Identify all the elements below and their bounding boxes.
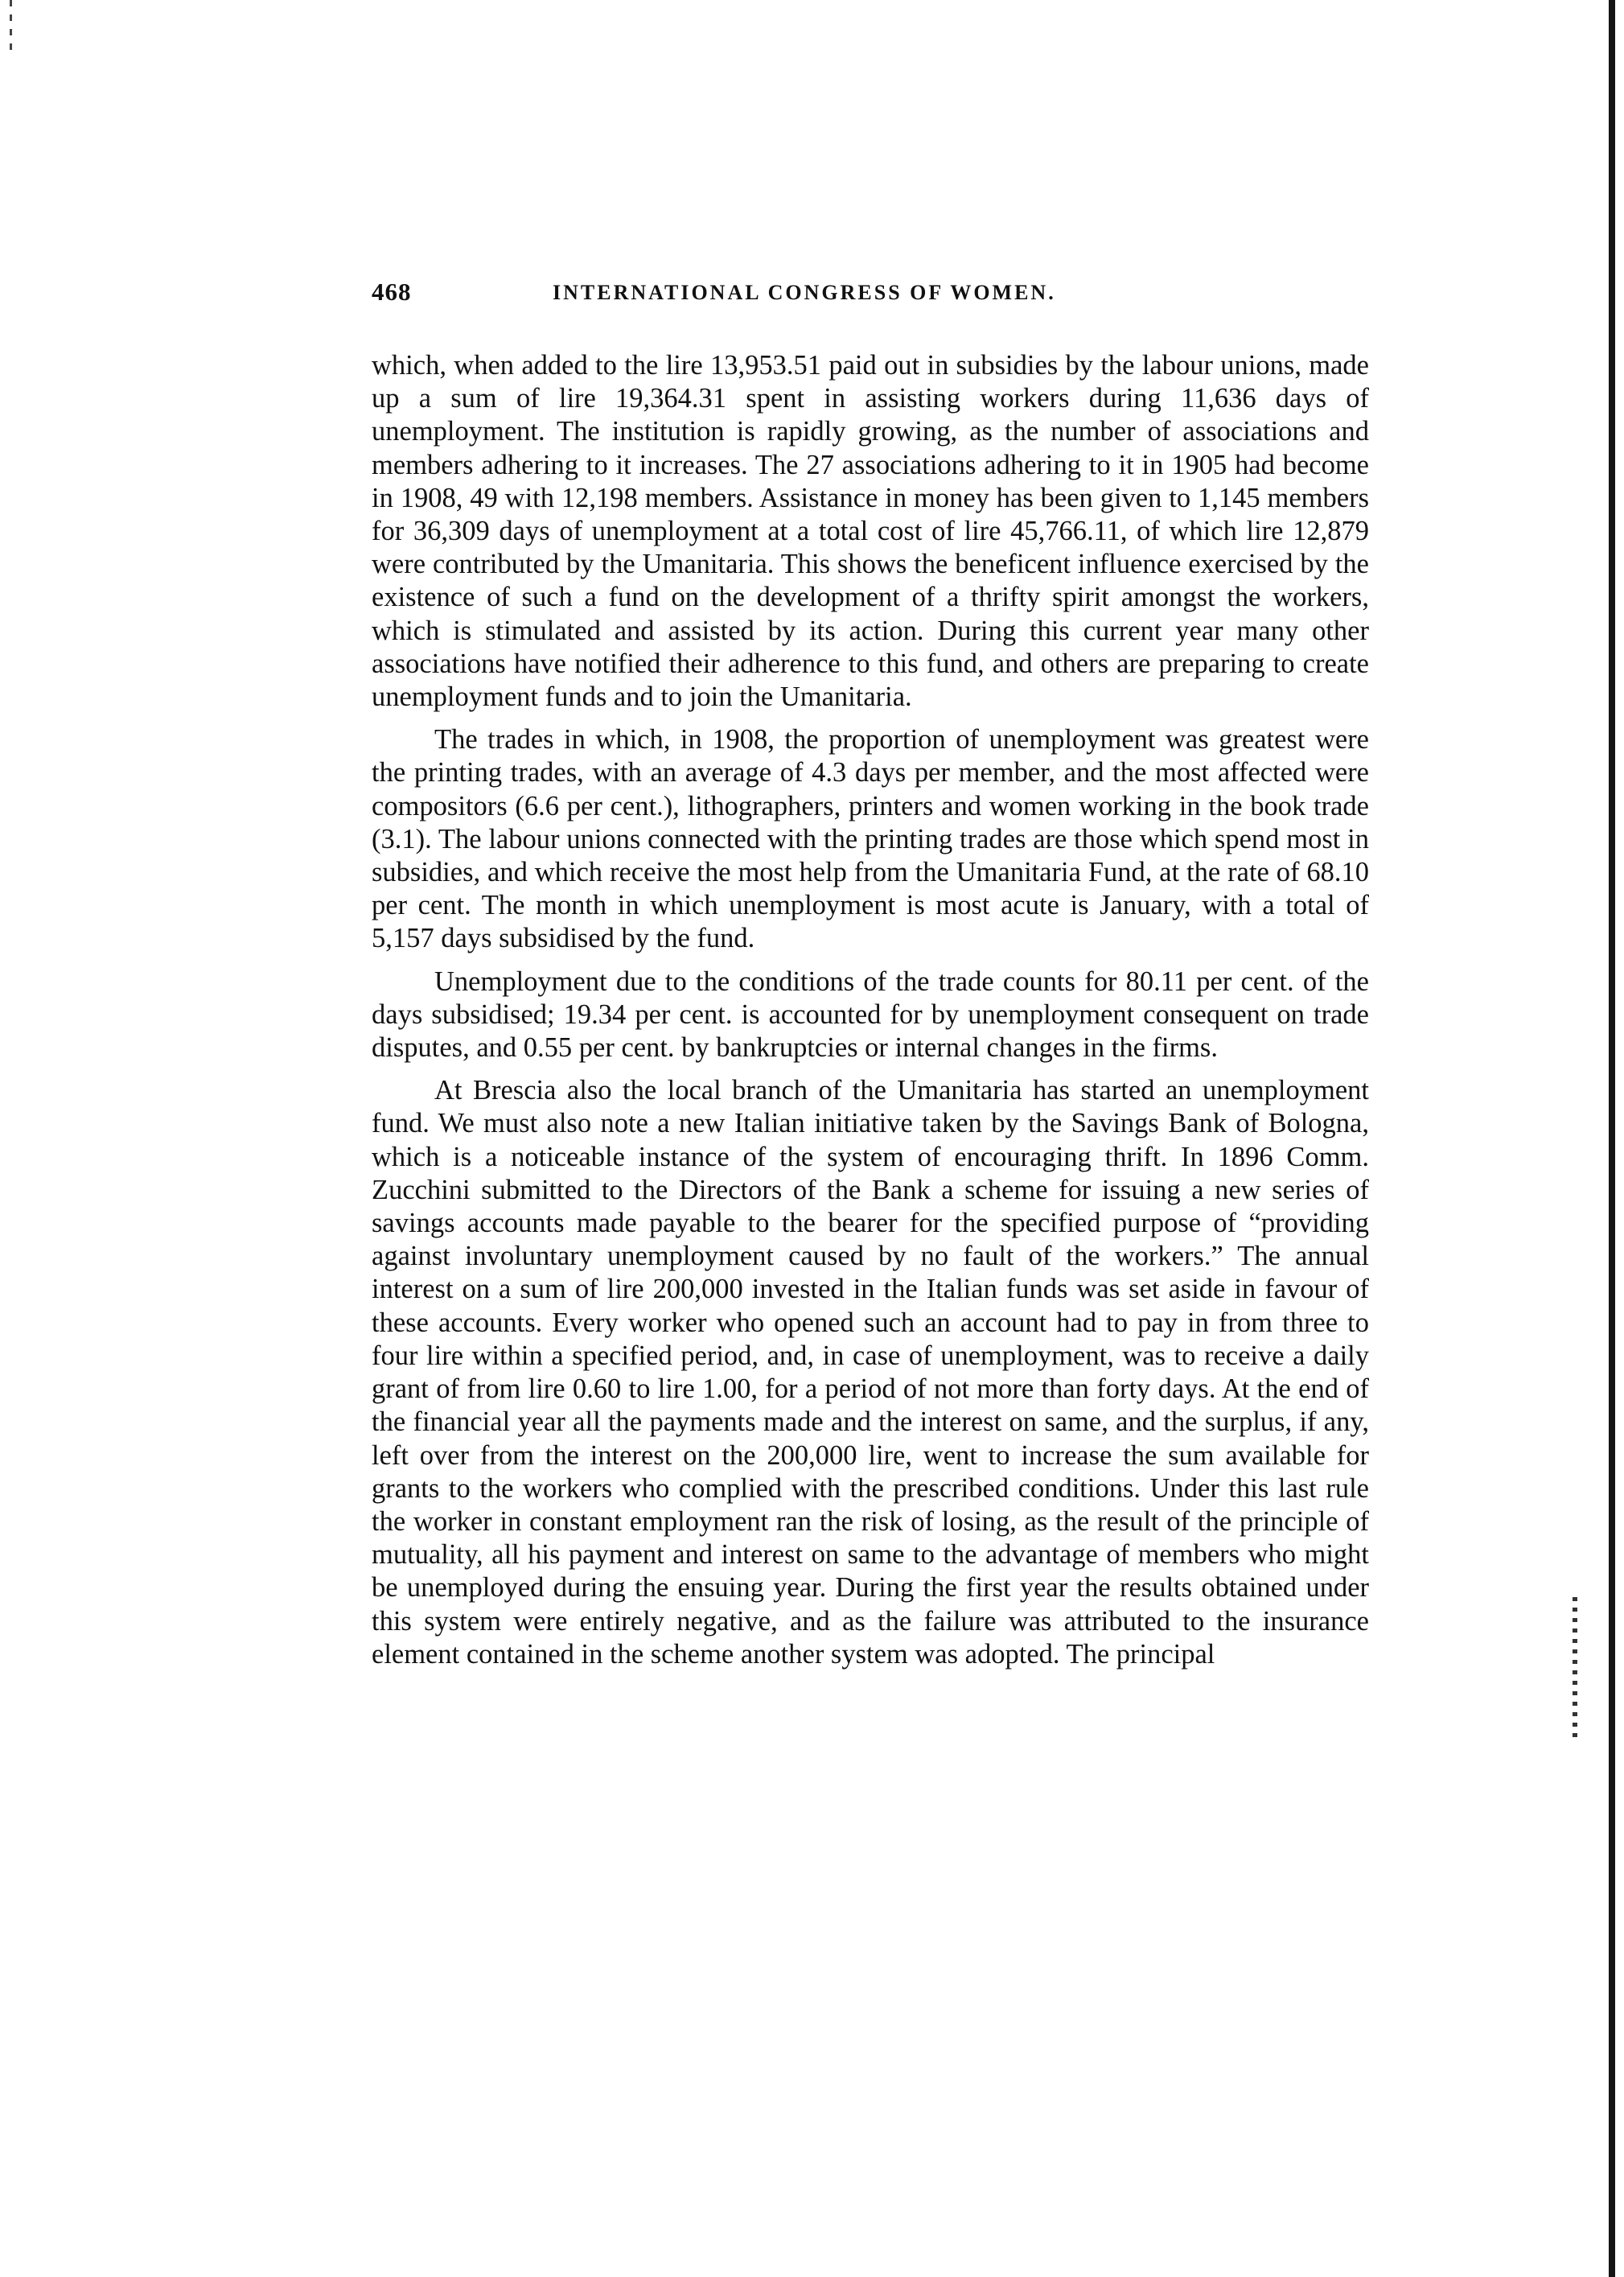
page-number: 468: [372, 278, 412, 306]
scan-edge-marks: [10, 0, 12, 56]
scan-edge-shadow: [1609, 0, 1615, 2277]
body-text: [372, 349, 1369, 1671]
paragraph-2: The trades in which, in 1908, the proportion of unemployment was greatest were the printing trades, with an average of 4.3 days per member, and the most affected were compositors (6.6 per cent.), lithographers, printers and women working in the book trade (3.1). The labour unions connected with the printing trades are those which spend most in subsidies, and which receive the most help from the Umanitaria Fund, at the rate of 68.10 per cent. The month in which unemployment is most acute is January, with a total of 5,157 days subsidised by the fund.: [372, 724, 1369, 954]
scan-speckle: [1573, 1597, 1577, 1738]
page-header: [372, 278, 1369, 318]
paragraph-4: At Brescia also the local branch of the Umanitaria has started an unemployment fund. We must also note a new Italian initiative taken by the Savings Bank of Bologna, which is a noticeable instance of the system of encouraging thrift. In 1896 Comm. Zucchini submitted to the Directors of the Bank a scheme for issuing a new series of savings accounts made payable to the bearer for the specified purpose of “providing against involuntary unemployment caused by no fault of the workers.” The annual interest on a sum of lire 200,000 invested in the Italian funds was set aside in favour of these accounts. Every worker who opened such an account had to pay in from three to four lire within a specified period, and, in case of unemployment, was to receive a daily grant of from lire 0.60 to lire 1.00, for a period of not more than forty days. At the end of the financial year all the payments made and the interest on same, and the surplus, if any, left over from the interest on the 200,000 lire, went to increase the sum available for grants to the workers who complied with the prescribed conditions. Under this last rule the worker in constant employment ran the risk of losing, as the result of the principle of mutuality, all his payment and interest on same to the advantage of members who might be unemployed during the ensuing year. During the first year the results obtained under this system were entirely negative, and as the failure was attributed to the insurance element contained in the scheme another system was adopted. The principal: [372, 1075, 1369, 1670]
paragraph-3: Unemployment due to the conditions of the trade counts for 80.11 per cent. of the days subsidised; 19.34 per cent. is accounted for by unemployment consequent on trade disputes, and 0.55 per cent. by bankruptcies or internal changes in the firms.: [372, 966, 1369, 1064]
paragraph-1: which, when added to the lire 13,953.51 paid out in subsidies by the labour unions, made up a sum of lire 19,364.31 spent in assisting workers during 11,636 days of unemployment. The institution is rapidly growing, as the number of associations and members adhering to it increases. The 27 associations adhering to it in 1905 had become in 1908, 49 with 12,198 members. Assistance in money has been given to 1,145 members for 36,309 days of unemployment at a total cost of lire 45,766.11, of which lire 12,879 were contributed by the Umanitaria. This shows the beneficent influence exercised by the existence of such a fund on the development of a thrifty spirit amongst the workers, which is stimulated and assisted by its action. During this current year many other associations have notified their adherence to this fund, and others are preparing to create unemployment funds and to join the Umanitaria.: [372, 350, 1369, 713]
running-title: INTERNATIONAL CONGRESS OF WOMEN.: [553, 281, 1056, 304]
